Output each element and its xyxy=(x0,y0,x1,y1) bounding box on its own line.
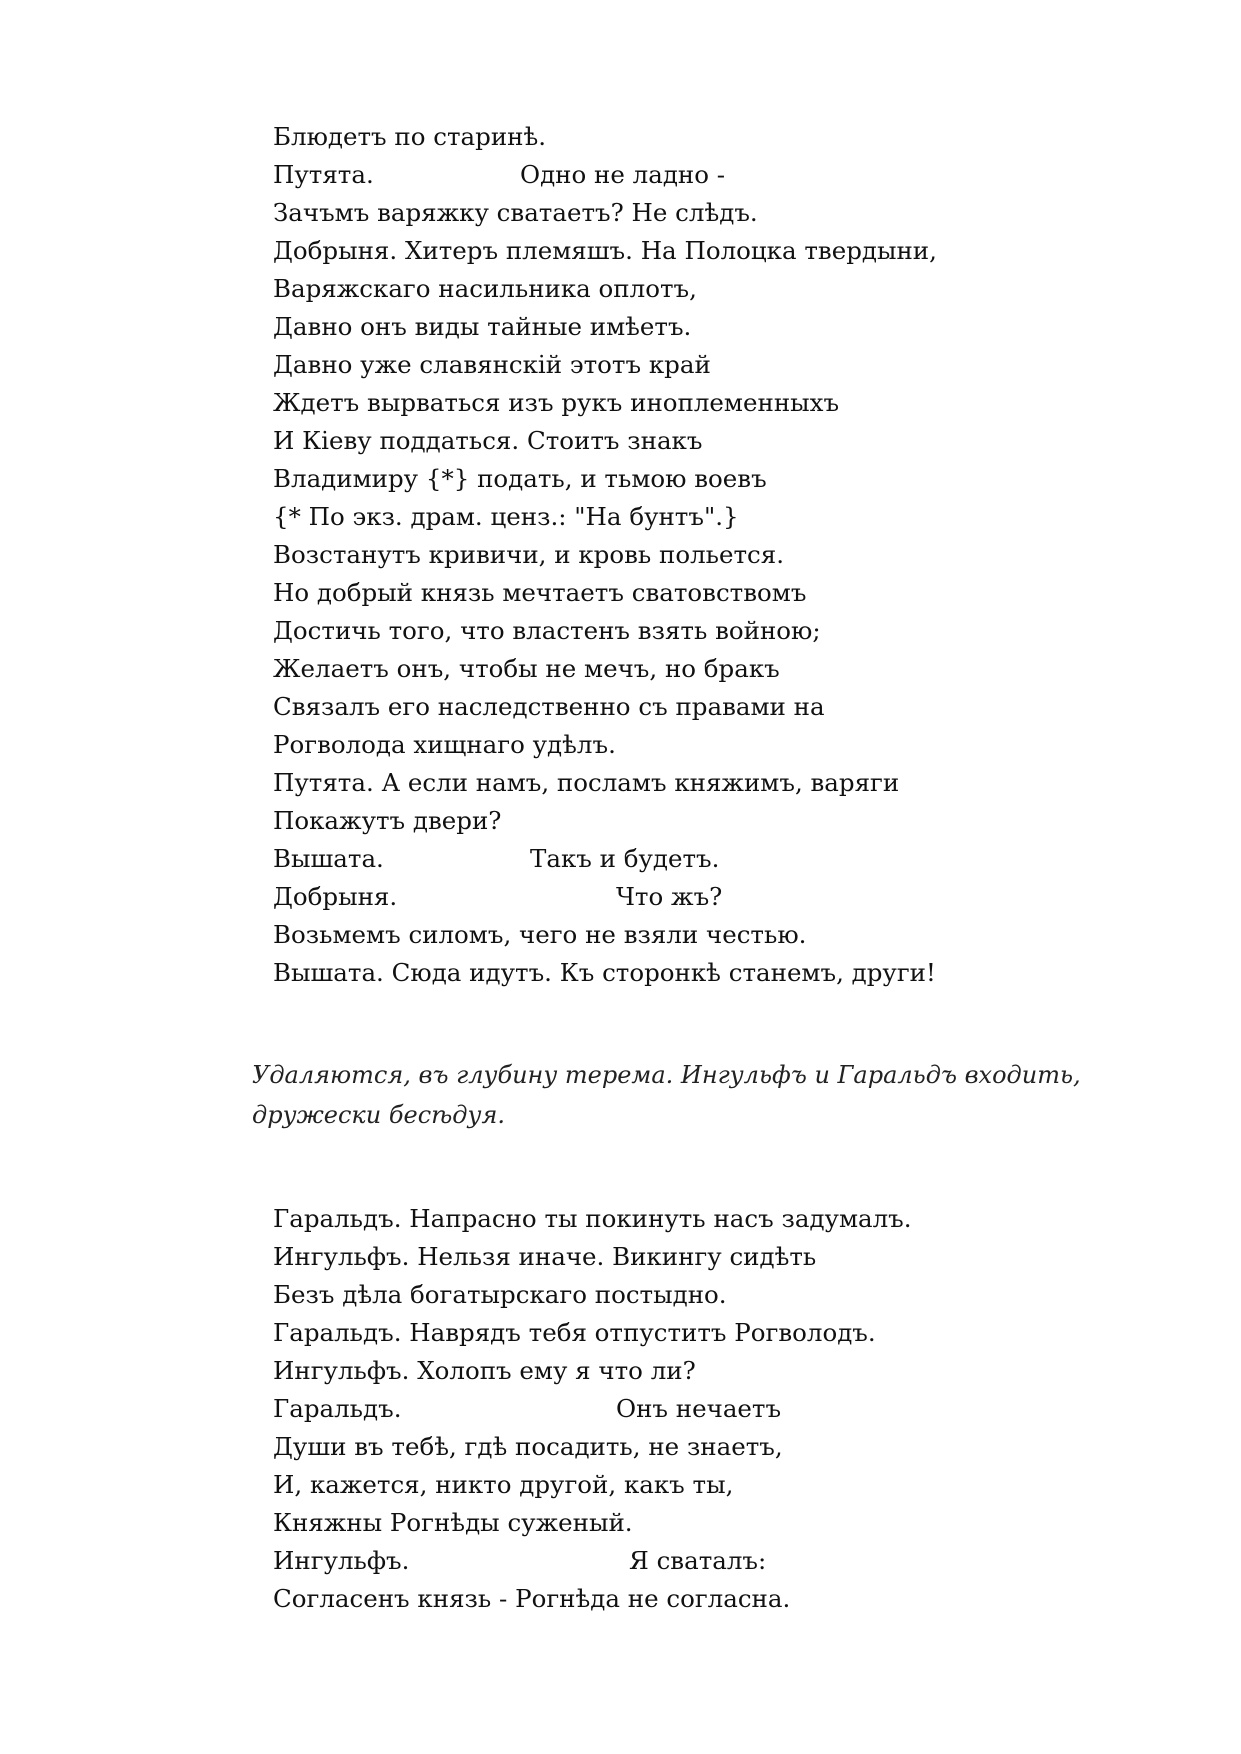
verse-line xyxy=(273,1542,912,1580)
verse-line: Рогволода хищнаго удѣлъ. xyxy=(273,730,616,759)
verse-line: Ждетъ вырваться изъ рукъ иноплеменныхъ xyxy=(273,388,840,417)
verse-line: Добрыня. Хитеръ племяшъ. На Полоцка твердыни, xyxy=(273,236,937,265)
verse-line: Давно онъ виды тайные имѣетъ. xyxy=(273,312,692,341)
speaker-name: Путята. xyxy=(273,160,374,189)
verse-line xyxy=(273,1390,912,1428)
verse-line xyxy=(273,878,937,916)
verse-text: Такъ и будетъ. xyxy=(530,844,720,873)
verse-line: Согласенъ князь - Рогнѣда не согласна. xyxy=(273,1584,791,1613)
verse-line: Княжны Рогнѣды суженый. xyxy=(273,1508,633,1537)
verse-line: Давно уже славянскій этотъ край xyxy=(273,350,711,379)
verse-block-1 xyxy=(273,118,937,992)
verse-line: И Кіеву поддаться. Стоитъ знакъ xyxy=(273,426,703,455)
verse-line: И, кажется, никто другой, какъ ты, xyxy=(273,1470,734,1499)
verse-line: Связалъ его наследственно съ правами на xyxy=(273,692,825,721)
verse-text: Одно не ладно - xyxy=(520,160,726,189)
speaker-name: Гаральдъ. xyxy=(273,1394,402,1423)
verse-line: Возьмемъ силомъ, чего не взяли честью. xyxy=(273,920,807,949)
speaker-name: Добрыня. xyxy=(273,882,398,911)
verse-line: Ингульфъ. Нельзя иначе. Викингу сидѣть xyxy=(273,1242,817,1271)
verse-line: Блюдетъ по старинѣ. xyxy=(273,122,547,151)
verse-line: Варяжскаго насильника оплотъ, xyxy=(273,274,697,303)
censor-footnote: {* По экз. драм. ценз.: "На бунтъ".} xyxy=(273,502,739,531)
verse-line: Ингульфъ. Холопъ ему я что ли? xyxy=(273,1356,696,1385)
verse-line: Вышата. Сюда идутъ. Къ сторонкѣ станемъ, други! xyxy=(273,958,936,987)
verse-line: Души въ тебѣ, гдѣ посадить, не знаетъ, xyxy=(273,1432,783,1461)
verse-block-2 xyxy=(273,1200,912,1618)
verse-line xyxy=(273,840,937,878)
verse-line: Покажутъ двери? xyxy=(273,806,502,835)
verse-text: Онъ нечаетъ xyxy=(616,1394,782,1423)
verse-text: Что жъ? xyxy=(616,882,723,911)
verse-line: Владимиру {*} подать, и тьмою воевъ xyxy=(273,464,767,493)
verse-line: Гаральдъ. Напрасно ты покинуть насъ задумалъ. xyxy=(273,1204,912,1233)
verse-line: Но добрый князь мечтаетъ сватовствомъ xyxy=(273,578,807,607)
verse-line: Достичь того, что властенъ взять войною; xyxy=(273,616,821,645)
speaker-name: Ингульфъ. xyxy=(273,1546,410,1575)
verse-line: Гаральдъ. Наврядъ тебя отпуститъ Рогволодъ. xyxy=(273,1318,876,1347)
verse-line xyxy=(273,156,937,194)
speaker-name: Вышата. xyxy=(273,844,384,873)
stage-direction: Удаляются, въ глубину терема. Ингульфъ и Гаральдъ входить, дружески бесѣдуя. xyxy=(252,1061,1081,1129)
verse-text: Я сваталъ: xyxy=(629,1546,767,1575)
verse-line: Возстанутъ кривичи, и кровь польется. xyxy=(273,540,785,569)
verse-line: Путята. А если намъ, посламъ княжимъ, варяги xyxy=(273,768,900,797)
verse-line: Зачъмъ варяжку сватаетъ? Не слѣдъ. xyxy=(273,198,758,227)
verse-line: Желаетъ онъ, чтобы не мечъ, но бракъ xyxy=(273,654,780,683)
verse-line: Безъ дѣла богатырскаго постыдно. xyxy=(273,1280,727,1309)
